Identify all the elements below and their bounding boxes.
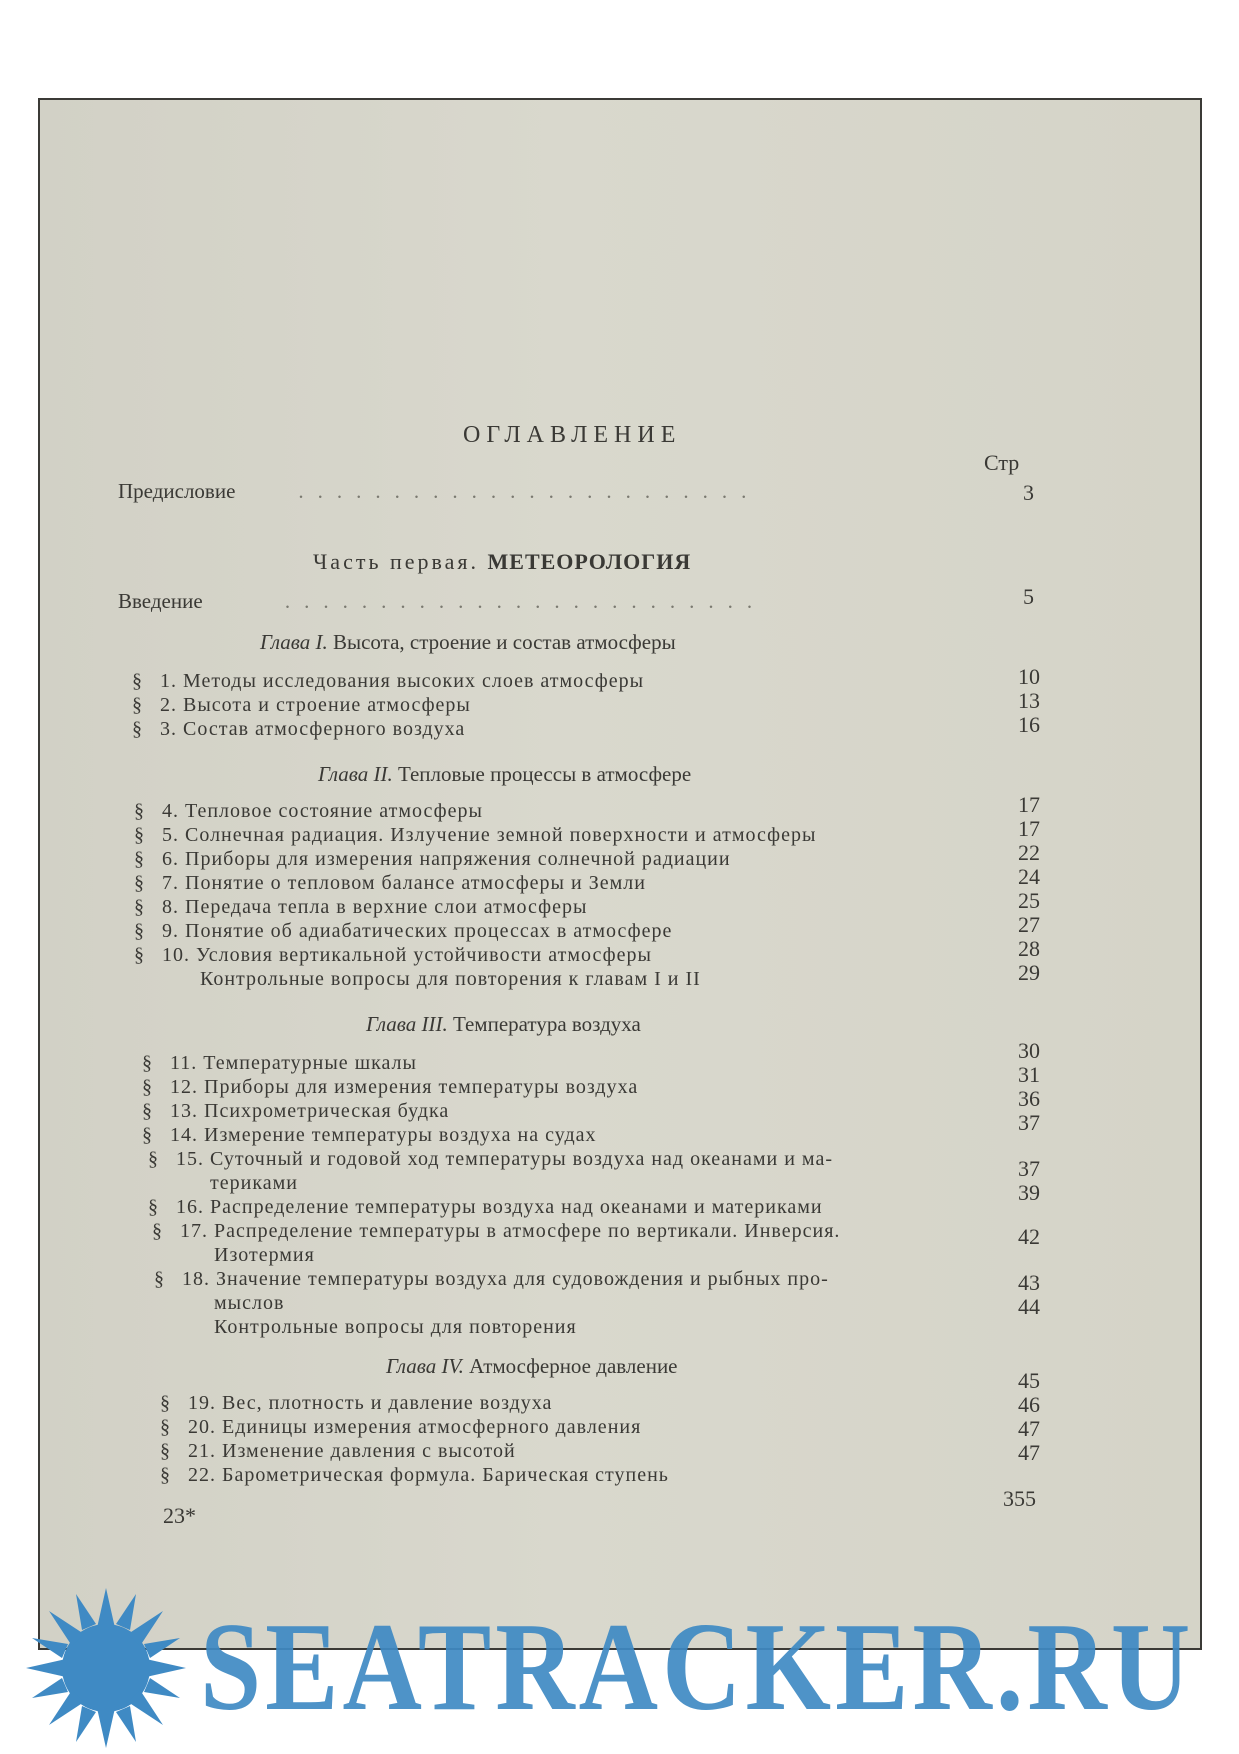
- intro-entry: Введение .........................: [118, 589, 767, 613]
- section-number: 1.: [160, 670, 177, 692]
- intro-page: 5: [1023, 584, 1034, 609]
- section-title: Единицы измерения атмосферного давления: [222, 1416, 642, 1438]
- chapter-heading: [318, 762, 691, 787]
- section-sign: §: [152, 1220, 163, 1242]
- toc-section: [142, 1124, 597, 1147]
- preface-page: 3: [1023, 480, 1034, 505]
- section-number: 19.: [188, 1392, 216, 1414]
- chapter-prefix: Глава III.: [366, 1012, 448, 1036]
- section-title: Вес, плотность и давление воздуха: [222, 1392, 553, 1414]
- section-sign: §: [142, 1124, 153, 1146]
- chapter-title: Высота, строение и состав атмосферы: [332, 630, 676, 654]
- chapter-title: Тепловые процессы в атмосфере: [397, 762, 692, 786]
- section-sign: §: [134, 800, 145, 822]
- toc-section: [142, 1076, 638, 1099]
- section-page: 45: [1018, 1368, 1040, 1393]
- intro-label: Введение: [118, 589, 203, 613]
- section-title: Измерение температуры воздуха на судах: [204, 1124, 597, 1146]
- section-sign: §: [160, 1464, 171, 1486]
- section-title: Передача тепла в верхние слои атмосферы: [185, 896, 588, 918]
- toc-section: [214, 1316, 577, 1339]
- section-title: Распределение температуры в атмосфере по вертикали. Инверсия.: [214, 1220, 841, 1242]
- toc-section: [134, 920, 672, 943]
- section-title: Значение температуры воздуха для судовождения и рыбных про-: [216, 1268, 829, 1290]
- part-heading: [313, 549, 691, 575]
- section-page: 17: [1018, 816, 1040, 841]
- chapter-title: Температура воздуха: [452, 1012, 641, 1036]
- chapter-heading: [386, 1354, 678, 1379]
- section-title: Изотермия: [214, 1244, 315, 1266]
- toc-section: [134, 872, 646, 895]
- section-number: 10.: [162, 944, 190, 966]
- section-page: 25: [1018, 888, 1040, 913]
- section-page: 37: [1018, 1110, 1040, 1135]
- toc-section: [132, 670, 644, 693]
- section-title: Понятие об адиабатических процессах в атмосфере: [185, 920, 673, 942]
- section-number: 15.: [176, 1148, 204, 1170]
- toc-section: [148, 1148, 833, 1171]
- section-number: 16.: [176, 1196, 204, 1218]
- chapter-prefix: Глава II.: [318, 762, 393, 786]
- chapter-heading: [366, 1012, 641, 1037]
- toc-section: [142, 1052, 417, 1075]
- chapter-prefix: Глава IV.: [386, 1354, 464, 1378]
- toc-section: [132, 718, 465, 741]
- toc-section: [134, 800, 483, 823]
- section-number: 17.: [180, 1220, 208, 1242]
- section-number: 6.: [162, 848, 179, 870]
- part-title: МЕТЕОРОЛОГИЯ: [487, 549, 692, 574]
- section-page: 44: [1018, 1294, 1040, 1319]
- section-sign: §: [148, 1148, 159, 1170]
- section-title: Понятие о тепловом балансе атмосферы и Земли: [185, 872, 646, 894]
- toc-section: [134, 944, 652, 967]
- printer-signature: 23*: [163, 1503, 196, 1528]
- toc-section: [160, 1416, 641, 1439]
- section-number: 14.: [170, 1124, 198, 1146]
- section-number: 18.: [182, 1268, 210, 1290]
- section-sign: §: [160, 1416, 171, 1438]
- section-title: Контрольные вопросы для повторения к главам I и II: [200, 968, 701, 990]
- section-number: 9.: [162, 920, 179, 942]
- section-page: 42: [1018, 1224, 1040, 1249]
- section-sign: §: [148, 1196, 159, 1218]
- section-page: 39: [1018, 1180, 1040, 1205]
- toc-section: [160, 1440, 516, 1463]
- preface-label: Предисловие: [118, 479, 236, 503]
- section-sign: §: [142, 1052, 153, 1074]
- section-sign: §: [154, 1268, 165, 1290]
- section-page: 27: [1018, 912, 1040, 937]
- section-number: 21.: [188, 1440, 216, 1462]
- section-page: 29: [1018, 960, 1040, 985]
- section-page: 31: [1018, 1062, 1040, 1087]
- sun-burst-icon: [14, 1588, 204, 1754]
- section-title: Приборы для измерения температуры воздуха: [204, 1076, 639, 1098]
- section-number: 2.: [160, 694, 177, 716]
- section-title: Суточный и годовой ход температуры воздуха над океанами и ма-: [210, 1148, 833, 1170]
- section-page: 16: [1018, 712, 1040, 737]
- section-title: териками: [210, 1172, 298, 1194]
- toc-section: [160, 1392, 552, 1415]
- section-sign: §: [132, 718, 143, 740]
- section-page: 47: [1018, 1416, 1040, 1441]
- section-sign: §: [160, 1440, 171, 1462]
- section-page: 22: [1018, 840, 1040, 865]
- toc-section: [210, 1172, 298, 1195]
- section-title: мыслов: [214, 1292, 285, 1314]
- toc-section: [160, 1464, 669, 1487]
- section-title: Условия вертикальной устойчивости атмосферы: [196, 944, 652, 966]
- section-title: Изменение давления с высотой: [222, 1440, 516, 1462]
- section-title: Барометрическая формула. Барическая ступень: [222, 1464, 669, 1486]
- section-sign: §: [142, 1076, 153, 1098]
- section-sign: §: [134, 824, 145, 846]
- toc-section: [134, 824, 816, 847]
- section-page: 46: [1018, 1392, 1040, 1417]
- section-page: 17: [1018, 792, 1040, 817]
- section-number: 8.: [162, 896, 179, 918]
- section-number: 20.: [188, 1416, 216, 1438]
- toc-section: [154, 1268, 829, 1291]
- section-page: 24: [1018, 864, 1040, 889]
- section-page: 13: [1018, 688, 1040, 713]
- section-sign: §: [134, 920, 145, 942]
- toc-section: [142, 1100, 449, 1123]
- section-sign: §: [132, 670, 143, 692]
- page-column-label: Стр: [984, 450, 1020, 475]
- section-title: Методы исследования высоких слоев атмосферы: [183, 670, 645, 692]
- section-number: 12.: [170, 1076, 198, 1098]
- toc-section: [214, 1292, 284, 1315]
- toc-section: [148, 1196, 823, 1219]
- section-number: 13.: [170, 1100, 198, 1122]
- section-title: Распределение температуры воздуха над океанами и материками: [210, 1196, 823, 1218]
- section-number: 3.: [160, 718, 177, 740]
- section-page: 10: [1018, 664, 1040, 689]
- section-page: 30: [1018, 1038, 1040, 1063]
- section-number: 7.: [162, 872, 179, 894]
- section-sign: §: [134, 848, 145, 870]
- watermark-text: SEATRACKER.RU: [200, 1596, 1195, 1737]
- section-sign: §: [134, 896, 145, 918]
- section-number: 4.: [162, 800, 179, 822]
- toc-section: [214, 1244, 315, 1267]
- section-title: Психрометрическая будка: [204, 1100, 450, 1122]
- section-title: Тепловое состояние атмосферы: [185, 800, 483, 822]
- section-sign: §: [160, 1392, 171, 1414]
- section-sign: §: [134, 872, 145, 894]
- toc-heading: ОГЛАВЛЕНИЕ: [463, 422, 682, 448]
- toc-section: [134, 848, 731, 871]
- section-sign: §: [142, 1100, 153, 1122]
- section-title: Состав атмосферного воздуха: [183, 718, 466, 740]
- section-title: Солнечная радиация. Излучение земной поверхности и атмосферы: [185, 824, 817, 846]
- section-title: Приборы для измерения напряжения солнечной радиации: [185, 848, 731, 870]
- toc-section: [132, 694, 471, 717]
- section-page: 36: [1018, 1086, 1040, 1111]
- section-page: 47: [1018, 1440, 1040, 1465]
- section-number: 11.: [170, 1052, 198, 1074]
- chapter-heading: [260, 630, 676, 655]
- section-page: 28: [1018, 936, 1040, 961]
- part-prefix: Часть первая.: [313, 549, 479, 574]
- section-number: 22.: [188, 1464, 216, 1486]
- section-page: 37: [1018, 1156, 1040, 1181]
- section-sign: §: [132, 694, 143, 716]
- page-number: 355: [1003, 1486, 1036, 1511]
- section-title: Высота и строение атмосферы: [183, 694, 471, 716]
- toc-section: [134, 896, 587, 919]
- toc-section: [200, 968, 701, 991]
- chapter-title: Атмосферное давление: [469, 1354, 678, 1378]
- section-page: 43: [1018, 1270, 1040, 1295]
- chapter-prefix: Глава I.: [260, 630, 328, 654]
- toc-section: [152, 1220, 840, 1243]
- section-title: Контрольные вопросы для повторения: [214, 1316, 577, 1338]
- section-sign: §: [134, 944, 145, 966]
- section-title: Температурные шкалы: [203, 1052, 417, 1074]
- preface-entry: Предисловие ........................: [118, 479, 761, 503]
- section-number: 5.: [162, 824, 179, 846]
